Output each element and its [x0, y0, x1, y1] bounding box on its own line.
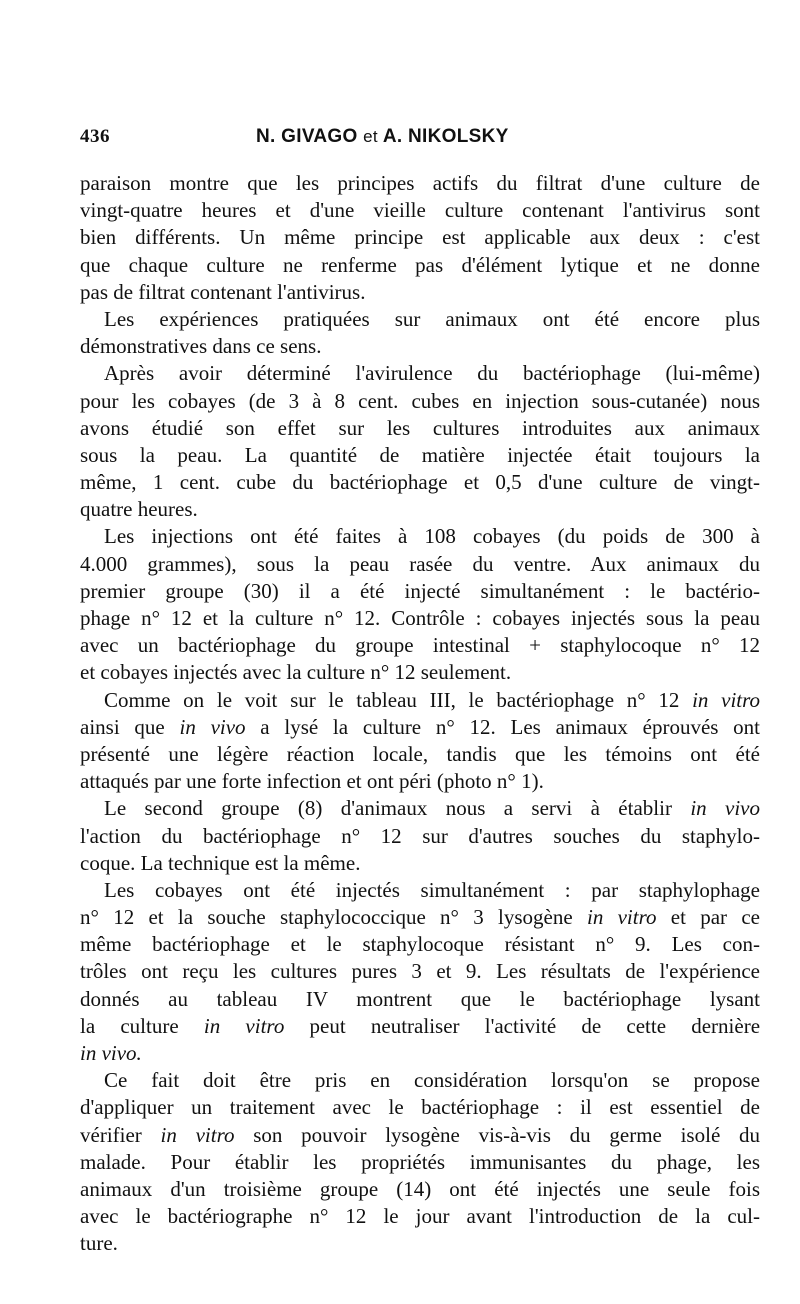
text-line: sous la peau. La quantité de matière injectée était toujours la	[80, 442, 760, 467]
body-text	[80, 170, 760, 1258]
text-line	[80, 1040, 760, 1067]
text-line: même bactériophage et le staphylocoque résistant n° 9. Les con-	[80, 932, 760, 957]
text-line: vingt-quatre heures et d'une vieille culture contenant l'antivirus sont	[80, 198, 760, 223]
text-line: présenté une légère réaction locale, tandis que les témoins ont été	[80, 741, 760, 766]
text-line: démonstratives dans ce sens.	[80, 334, 322, 359]
text-line: Après avoir déterminé l'avirulence du bactériophage (lui-même)	[104, 361, 760, 386]
text-line: l'action du bactériophage n° 12 sur d'autres souches du staphylo-	[80, 823, 760, 848]
text-line: pour les cobayes (de 3 à 8 cent. cubes en injection sous-cutanée) nous	[80, 388, 760, 413]
text-line: la culture in vitro peut neutraliser l'activité de cette dernière	[80, 1013, 760, 1038]
text-line: quatre heures.	[80, 497, 198, 522]
page-header	[80, 126, 760, 154]
italic-term: in vitro	[203, 1013, 285, 1038]
text-line: Comme on le voit sur le tableau III, le bactériophage n° 12 in vitro	[104, 687, 760, 712]
conjunction: et	[363, 127, 378, 146]
text-line: avec le bactériographe n° 12 le jour avant l'introduction de la cul-	[80, 1204, 760, 1229]
text-line: paraison montre que les principes actifs du filtrat d'une culture de	[80, 171, 760, 195]
text-line: même, 1 cent. cube du bactériophage et 0,5 d'une culture de vingt-	[80, 470, 760, 495]
italic-term: in vivo	[179, 714, 246, 739]
italic-term: in vitro	[586, 905, 657, 930]
text-line: trôles ont reçu les cultures pures 3 et 9. Les résultats de l'expérience	[80, 959, 760, 984]
text-line: que chaque culture ne renferme pas d'élément lytique et ne donne	[80, 252, 760, 277]
text-line: avons étudié son effet sur les cultures introduites aux animaux	[80, 415, 760, 440]
text-line: donnés au tableau IV montrent que le bactériophage lysant	[80, 986, 760, 1011]
author-2: A. NIKOLSKY	[382, 126, 509, 147]
text-line: d'appliquer un traitement avec le bactériophage : il est essentiel de	[80, 1095, 760, 1120]
italic-term: in vivo	[690, 796, 760, 821]
text-line: malade. Pour établir les propriétés immunisantes du phage, les	[80, 1149, 760, 1174]
text-line: bien différents. Un même principe est applicable aux deux : c'est	[80, 225, 760, 250]
text-line: n° 12 et la souche staphylococcique n° 3 lysogène in vitro et par ce	[80, 905, 760, 930]
text-line: Les expériences pratiquées sur animaux ont été encore plus	[104, 306, 760, 331]
author-1: N. GIVAGO	[256, 126, 358, 147]
text-line: avec un bactériophage du groupe intestinal + staphylocoque n° 12	[80, 633, 760, 658]
text-line: animaux d'un troisième groupe (14) ont été injectés une seule fois	[80, 1176, 760, 1201]
text-line: ture.	[80, 1231, 118, 1256]
text-line: attaqués par une forte infection et ont péri (photo n° 1).	[80, 769, 544, 794]
text-line: pas de filtrat contenant l'antivirus.	[80, 279, 366, 304]
text-line: Ce fait doit être pris en considération lorsqu'on se propose	[104, 1068, 760, 1093]
text-line: vérifier in vitro son pouvoir lysogène vis-à-vis du germe isolé du	[80, 1122, 760, 1147]
text-line: ainsi que in vivo a lysé la culture n° 12. Les animaux éprouvés ont	[80, 714, 760, 739]
text-line: Les cobayes ont été injectés simultanément : par staphylophage	[104, 877, 760, 902]
italic-term: in vivo.	[80, 1041, 142, 1065]
running-head	[256, 126, 509, 148]
italic-term: in vitro	[692, 687, 760, 712]
text-line: Le second groupe (8) d'animaux nous a servi à établir in vivo	[104, 796, 760, 821]
text-line: et cobayes injectés avec la culture n° 12 seulement.	[80, 660, 512, 685]
italic-term: in vitro	[160, 1122, 235, 1147]
text-line: premier groupe (30) il a été injecté simultanément : le bactério-	[80, 578, 760, 603]
page-number: 436	[80, 126, 110, 147]
text-line: Les injections ont été faites à 108 cobayes (du poids de 300 à	[104, 524, 760, 549]
text-line: 4.000 grammes), sous la peau rasée du ventre. Aux animaux du	[80, 551, 760, 576]
text-line: phage n° 12 et la culture n° 12. Contrôle : cobayes injectés sous la peau	[80, 606, 760, 630]
text-line: coque. La technique est la même.	[80, 850, 361, 875]
